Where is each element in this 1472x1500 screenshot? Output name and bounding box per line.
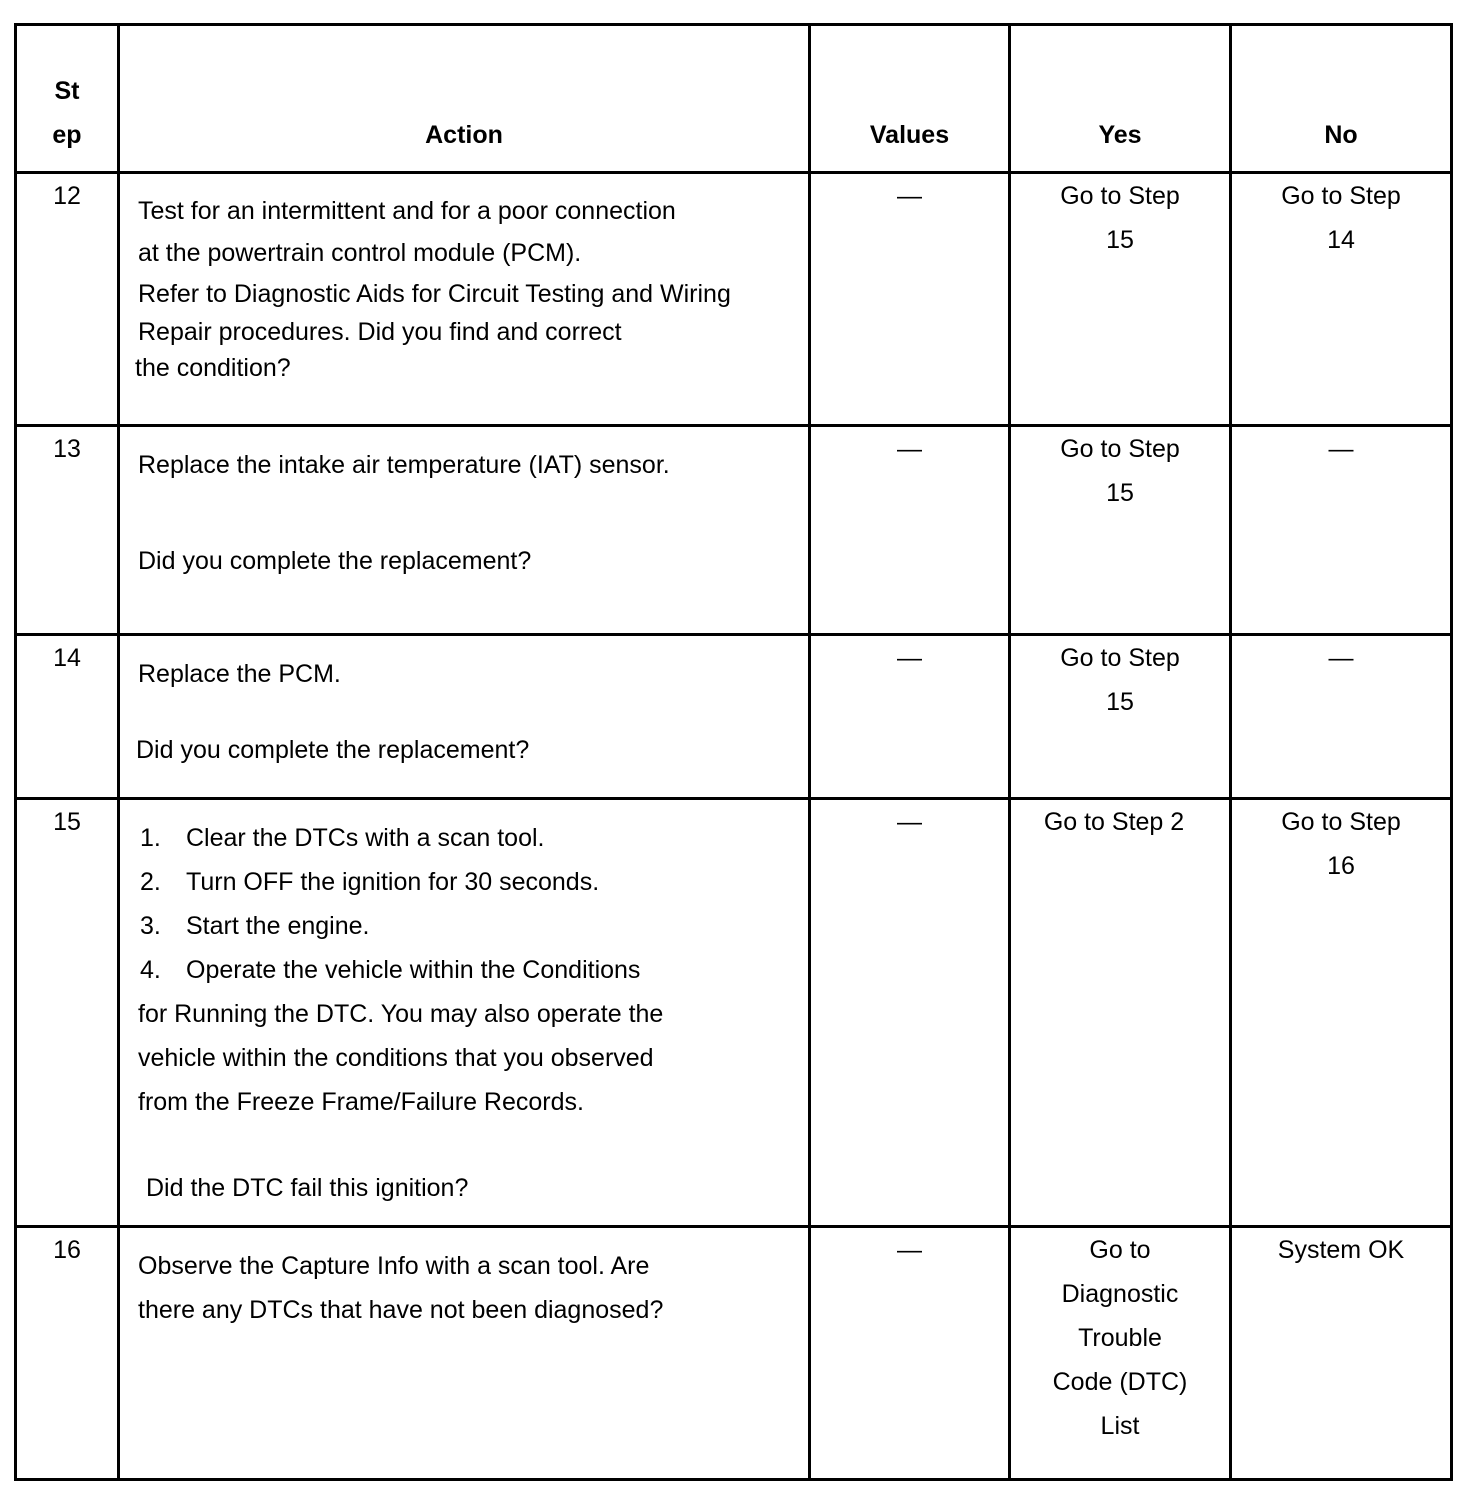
- list-text: Start the engine.: [186, 912, 370, 940]
- yes-header: Yes: [1010, 25, 1231, 173]
- action-text: Repair procedures. Did you find and correct: [138, 318, 622, 346]
- step-number: 16: [16, 1227, 119, 1480]
- action-cell: [119, 1227, 810, 1480]
- yes-text: Go to Step 2: [1043, 808, 1185, 836]
- no-cell: [1231, 799, 1452, 1227]
- list-text: Turn OFF the ignition for 30 seconds.: [186, 868, 600, 896]
- yes-cell: [1010, 1227, 1231, 1480]
- list-item: [138, 904, 798, 948]
- table-row: [16, 1227, 1452, 1480]
- yes-text: 15: [1106, 226, 1134, 254]
- table-row: [16, 173, 1452, 426]
- list-number: 4.: [140, 956, 161, 984]
- yes-cell: [1010, 173, 1231, 426]
- list-number: 1.: [140, 824, 161, 852]
- no-cell: [1231, 173, 1452, 426]
- action-text: Replace the intake air temperature (IAT) sensor.: [138, 451, 670, 479]
- step-number: 15: [16, 799, 119, 1227]
- list-number: 3.: [140, 912, 161, 940]
- step-header-line2: ep: [52, 121, 82, 149]
- table-row: [16, 426, 1452, 635]
- list-text: Clear the DTCs with a scan tool.: [186, 824, 545, 852]
- step-number: 12: [16, 173, 119, 426]
- action-text: Test for an intermittent and for a poor connection: [138, 197, 676, 225]
- no-text: 14: [1327, 226, 1355, 254]
- action-text: Did you complete the replacement?: [138, 547, 532, 575]
- action-text: vehicle within the conditions that you observed: [138, 1044, 654, 1072]
- yes-text: Code (DTC): [1052, 1368, 1188, 1396]
- action-text: there any DTCs that have not been diagnosed?: [138, 1296, 664, 1324]
- values-cell: —: [810, 173, 1010, 426]
- yes-text: 15: [1106, 688, 1134, 716]
- procedure-list: [138, 816, 798, 992]
- no-cell: System OK: [1231, 1227, 1452, 1480]
- no-header: No: [1231, 25, 1452, 173]
- action-text: Observe the Capture Info with a scan tool. Are: [138, 1252, 650, 1280]
- values-cell: —: [810, 426, 1010, 635]
- step-number: 14: [16, 635, 119, 799]
- values-cell: —: [810, 1227, 1010, 1480]
- list-item: [138, 860, 798, 904]
- list-item: [138, 816, 798, 860]
- yes-text: Diagnostic: [1061, 1280, 1179, 1308]
- table-row: [16, 635, 1452, 799]
- action-cell: [119, 426, 810, 635]
- yes-cell: [1010, 426, 1231, 635]
- yes-text: List: [1100, 1412, 1140, 1440]
- yes-text: Go to Step: [1060, 182, 1180, 210]
- yes-text: Go to Step: [1060, 644, 1180, 672]
- values-header: Values: [810, 25, 1010, 173]
- action-text: the condition?: [135, 354, 291, 382]
- no-text: Go to Step: [1281, 808, 1401, 836]
- action-text: Replace the PCM.: [138, 660, 341, 688]
- step-number: 13: [16, 426, 119, 635]
- yes-text: Trouble: [1078, 1324, 1162, 1352]
- yes-text: Go to: [1089, 1236, 1151, 1264]
- yes-cell: [1010, 635, 1231, 799]
- values-cell: —: [810, 635, 1010, 799]
- yes-cell: [1010, 799, 1231, 1227]
- list-number: 2.: [140, 868, 161, 896]
- action-text: for Running the DTC. You may also operate the: [138, 1000, 664, 1028]
- no-text: Go to Step: [1281, 182, 1401, 210]
- no-cell: —: [1231, 635, 1452, 799]
- values-cell: —: [810, 799, 1010, 1227]
- action-text: from the Freeze Frame/Failure Records.: [138, 1088, 584, 1116]
- action-question: Did the DTC fail this ignition?: [146, 1174, 469, 1202]
- action-header: Action: [119, 25, 810, 173]
- table-row: [16, 799, 1452, 1227]
- step-header-line1: St: [54, 77, 80, 105]
- header-row: [16, 25, 1452, 173]
- action-cell: [119, 173, 810, 426]
- action-cell: [119, 635, 810, 799]
- action-text: Refer to Diagnostic Aids for Circuit Testing and Wiring: [138, 280, 731, 308]
- no-cell: —: [1231, 426, 1452, 635]
- diagnostic-table: [14, 23, 1453, 1481]
- yes-text: Go to Step: [1060, 435, 1180, 463]
- action-text: at the powertrain control module (PCM).: [138, 239, 582, 267]
- yes-text: 15: [1106, 479, 1134, 507]
- step-header: [16, 25, 119, 173]
- action-cell: [119, 799, 810, 1227]
- list-text: Operate the vehicle within the Conditions: [186, 956, 641, 984]
- action-text: Did you complete the replacement?: [136, 736, 530, 764]
- list-item: [138, 948, 798, 992]
- no-text: 16: [1327, 852, 1355, 880]
